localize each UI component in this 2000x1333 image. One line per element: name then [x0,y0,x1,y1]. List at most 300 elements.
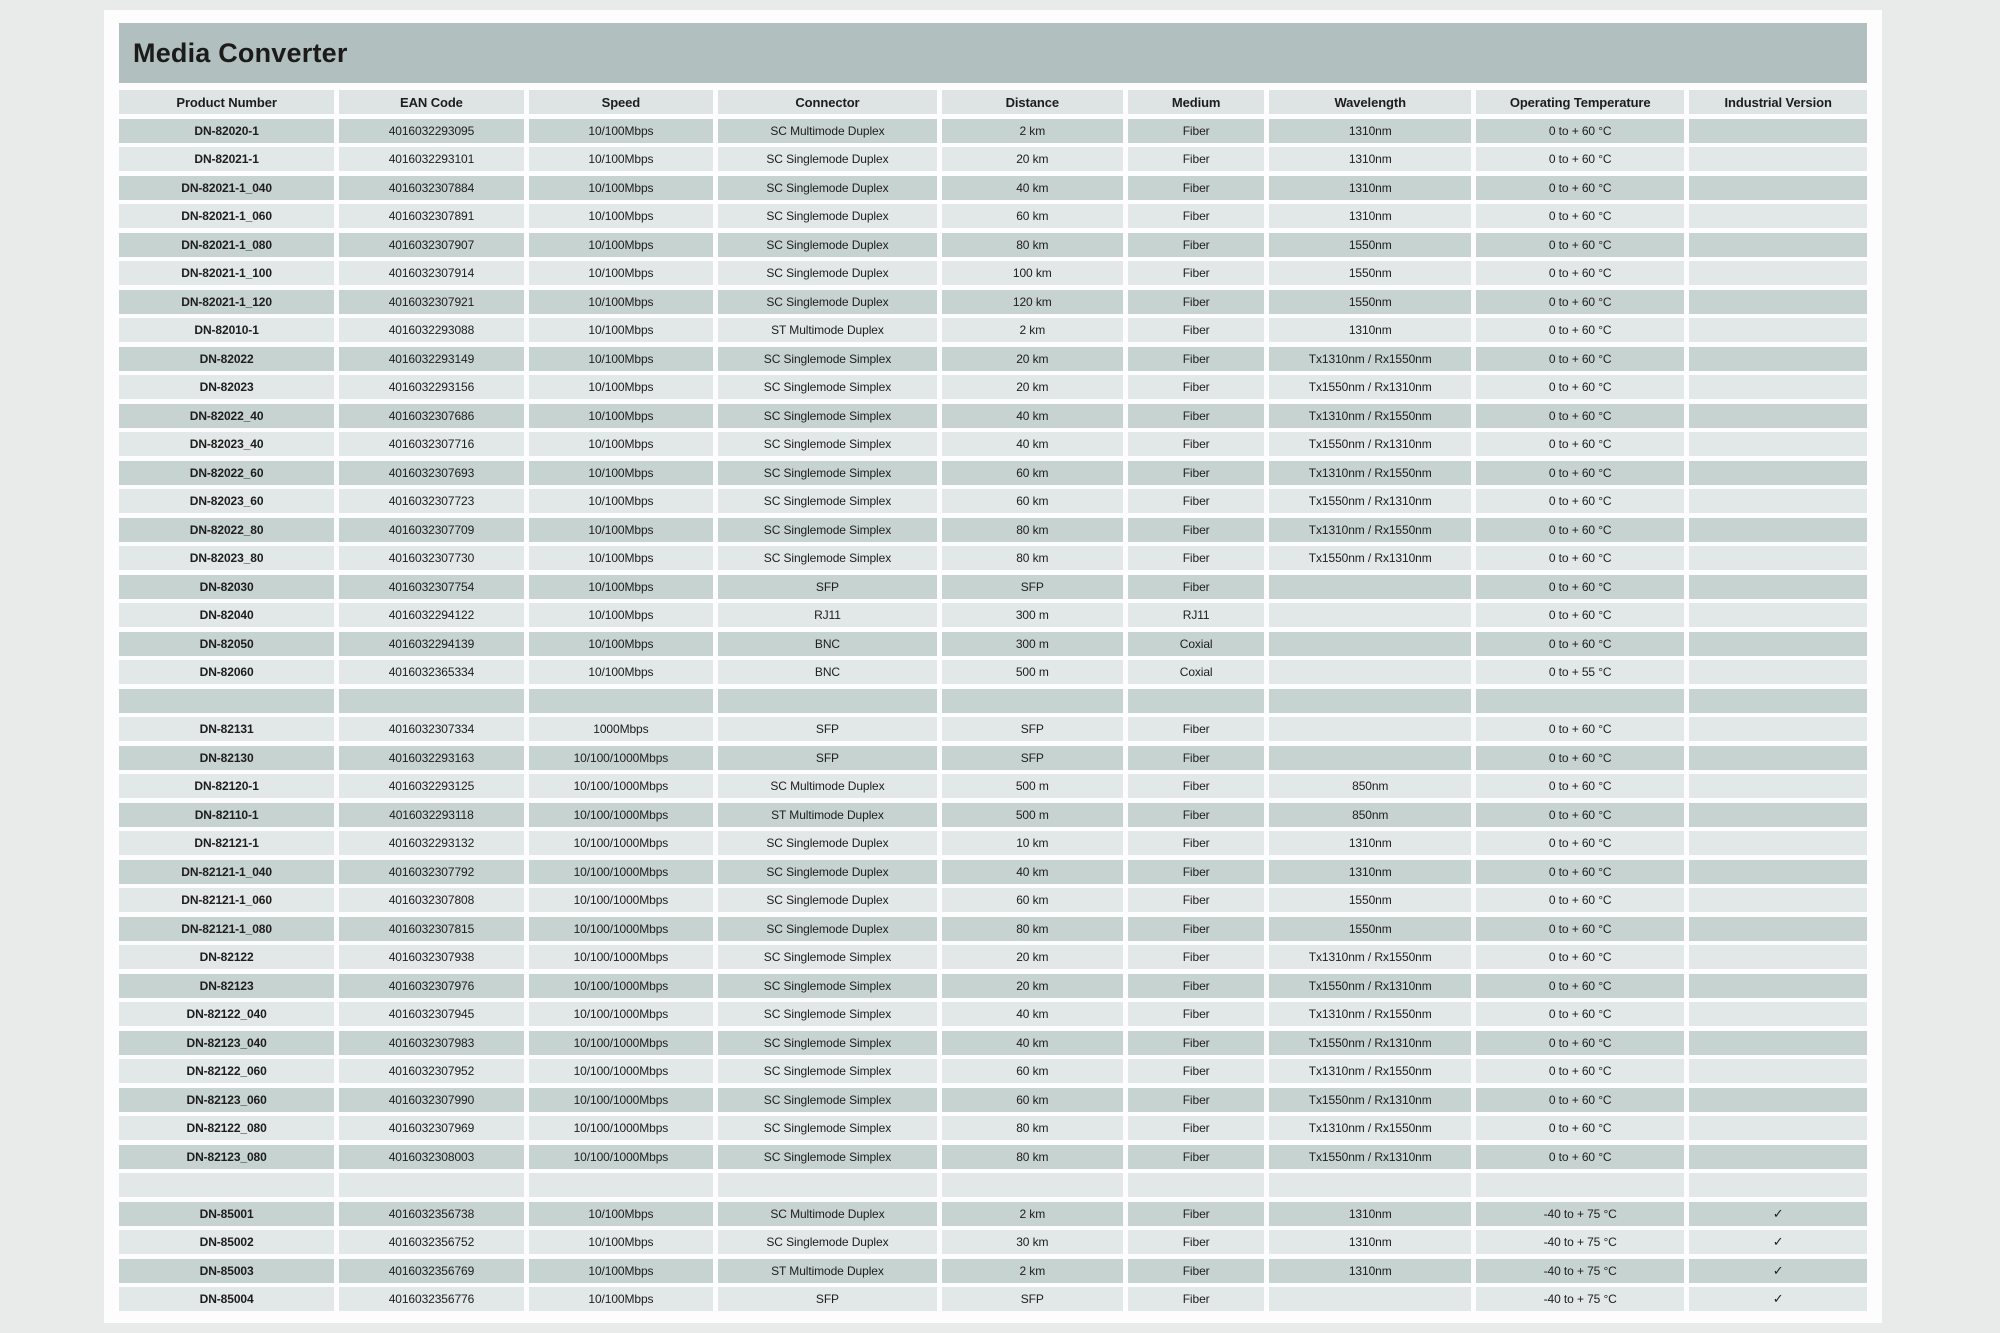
cell-medium: Fiber [1128,1031,1265,1055]
cell-product-number: DN-82130 [119,746,334,770]
cell-connector: SFP [718,746,937,770]
cell-ean-code: 4016032307945 [339,1002,523,1026]
cell-distance: 80 km [942,233,1123,257]
cell-industrial-version [1689,375,1867,399]
cell-product-number: DN-82021-1 [119,147,334,171]
table-row [119,546,1867,570]
cell-product-number: DN-82123_060 [119,1088,334,1112]
column-header-wavelength: Wavelength [1269,90,1471,114]
cell-product-number: DN-82131 [119,717,334,741]
cell-operating-temperature: 0 to + 60 °C [1476,318,1684,342]
cell-wavelength [1269,660,1471,684]
cell-operating-temperature: 0 to + 60 °C [1476,860,1684,884]
table-row [119,1088,1867,1112]
cell-wavelength: Tx1310nm / Rx1550nm [1269,404,1471,428]
cell-speed [529,689,713,713]
cell-industrial-version [1689,347,1867,371]
cell-connector: SC Singlemode Simplex [718,1059,937,1083]
cell-medium: Fiber [1128,176,1265,200]
cell-industrial-version [1689,1173,1867,1197]
cell-distance: 2 km [942,119,1123,143]
cell-ean-code: 4016032307686 [339,404,523,428]
cell-medium: Fiber [1128,261,1265,285]
cell-connector: SC Singlemode Duplex [718,233,937,257]
table-row [119,432,1867,456]
cell-wavelength: 1310nm [1269,1259,1471,1283]
cell-operating-temperature: 0 to + 60 °C [1476,432,1684,456]
cell-ean-code: 4016032356738 [339,1202,523,1226]
cell-distance: 80 km [942,917,1123,941]
cell-ean-code: 4016032307792 [339,860,523,884]
cell-product-number: DN-82022_40 [119,404,334,428]
cell-operating-temperature [1476,1173,1684,1197]
cell-ean-code: 4016032307730 [339,546,523,570]
table-row-spacer [119,1173,1867,1197]
cell-ean-code: 4016032307693 [339,461,523,485]
cell-distance: 80 km [942,1116,1123,1140]
cell-medium: Fiber [1128,717,1265,741]
cell-operating-temperature: 0 to + 60 °C [1476,233,1684,257]
cell-product-number: DN-82121-1_060 [119,888,334,912]
cell-speed: 10/100Mbps [529,347,713,371]
cell-operating-temperature: 0 to + 60 °C [1476,888,1684,912]
cell-speed: 10/100Mbps [529,147,713,171]
cell-product-number: DN-82030 [119,575,334,599]
cell-ean-code: 4016032307983 [339,1031,523,1055]
cell-industrial-version [1689,1031,1867,1055]
cell-industrial-version [1689,603,1867,627]
cell-ean-code: 4016032356769 [339,1259,523,1283]
column-header-industrial-version: Industrial Version [1689,90,1867,114]
cell-product-number: DN-85003 [119,1259,334,1283]
cell-speed: 10/100Mbps [529,632,713,656]
table-row [119,746,1867,770]
cell-product-number: DN-82040 [119,603,334,627]
table-row [119,404,1867,428]
column-header-ean-code: EAN Code [339,90,523,114]
cell-wavelength: 1550nm [1269,917,1471,941]
column-header-medium: Medium [1128,90,1265,114]
cell-speed: 10/100Mbps [529,603,713,627]
cell-medium: Fiber [1128,1002,1265,1026]
cell-operating-temperature [1476,689,1684,713]
cell-speed: 10/100/1000Mbps [529,917,713,941]
table-row [119,660,1867,684]
cell-medium: Coxial [1128,660,1265,684]
cell-ean-code: 4016032307884 [339,176,523,200]
cell-medium: Fiber [1128,746,1265,770]
cell-connector: SC Singlemode Duplex [718,860,937,884]
table-row [119,119,1867,143]
cell-speed: 10/100Mbps [529,1230,713,1254]
cell-industrial-version [1689,176,1867,200]
cell-ean-code: 4016032294122 [339,603,523,627]
cell-industrial-version [1689,660,1867,684]
cell-distance: 20 km [942,147,1123,171]
cell-medium: Fiber [1128,546,1265,570]
cell-product-number: DN-82122_060 [119,1059,334,1083]
cell-wavelength: 1310nm [1269,147,1471,171]
cell-distance: 30 km [942,1230,1123,1254]
check-icon: ✓ [1689,1259,1867,1283]
table-row [119,1116,1867,1140]
cell-speed: 10/100/1000Mbps [529,1088,713,1112]
cell-wavelength: Tx1310nm / Rx1550nm [1269,1116,1471,1140]
cell-medium: Fiber [1128,290,1265,314]
cell-connector: SC Singlemode Duplex [718,831,937,855]
cell-wavelength: Tx1550nm / Rx1310nm [1269,974,1471,998]
cell-distance: 100 km [942,261,1123,285]
cell-connector: BNC [718,632,937,656]
cell-medium: Fiber [1128,375,1265,399]
cell-product-number: DN-82122_040 [119,1002,334,1026]
cell-operating-temperature: 0 to + 60 °C [1476,831,1684,855]
column-header-operating-temperature: Operating Temperature [1476,90,1684,114]
cell-operating-temperature: 0 to + 60 °C [1476,404,1684,428]
cell-speed: 10/100Mbps [529,204,713,228]
cell-speed: 10/100Mbps [529,660,713,684]
cell-connector: SC Singlemode Simplex [718,945,937,969]
cell-distance: 20 km [942,945,1123,969]
cell-medium: Fiber [1128,518,1265,542]
cell-ean-code: 4016032307716 [339,432,523,456]
cell-wavelength: 1310nm [1269,831,1471,855]
table-row [119,1002,1867,1026]
cell-connector: SC Singlemode Duplex [718,204,937,228]
table-row [119,261,1867,285]
cell-operating-temperature: 0 to + 60 °C [1476,375,1684,399]
cell-product-number: DN-82023_80 [119,546,334,570]
cell-product-number: DN-82021-1_080 [119,233,334,257]
cell-industrial-version [1689,518,1867,542]
column-header-distance: Distance [942,90,1123,114]
cell-operating-temperature: 0 to + 55 °C [1476,660,1684,684]
cell-distance: 500 m [942,774,1123,798]
cell-distance: 40 km [942,1031,1123,1055]
cell-distance: 40 km [942,176,1123,200]
table-row [119,489,1867,513]
cell-industrial-version [1689,261,1867,285]
table-row [119,1259,1867,1283]
cell-ean-code: 4016032307709 [339,518,523,542]
cell-industrial-version [1689,1059,1867,1083]
cell-industrial-version [1689,831,1867,855]
cell-operating-temperature: 0 to + 60 °C [1476,461,1684,485]
cell-connector: SC Singlemode Simplex [718,347,937,371]
cell-wavelength: 1310nm [1269,1230,1471,1254]
cell-connector: SC Singlemode Duplex [718,888,937,912]
cell-ean-code: 4016032293101 [339,147,523,171]
cell-wavelength [1269,632,1471,656]
cell-industrial-version [1689,803,1867,827]
cell-speed: 10/100Mbps [529,518,713,542]
cell-industrial-version [1689,1088,1867,1112]
cell-speed: 10/100/1000Mbps [529,1031,713,1055]
cell-product-number: DN-82120-1 [119,774,334,798]
cell-ean-code: 4016032308003 [339,1145,523,1169]
cell-connector: SC Singlemode Duplex [718,1230,937,1254]
cell-ean-code: 4016032293156 [339,375,523,399]
cell-medium: Fiber [1128,917,1265,941]
cell-operating-temperature: 0 to + 60 °C [1476,119,1684,143]
cell-industrial-version [1689,860,1867,884]
cell-operating-temperature: 0 to + 60 °C [1476,204,1684,228]
cell-wavelength: Tx1310nm / Rx1550nm [1269,461,1471,485]
table-row [119,774,1867,798]
cell-wavelength: 1310nm [1269,119,1471,143]
cell-wavelength: 1310nm [1269,1202,1471,1226]
cell-operating-temperature: 0 to + 60 °C [1476,803,1684,827]
cell-operating-temperature: 0 to + 60 °C [1476,632,1684,656]
cell-product-number: DN-82121-1_080 [119,917,334,941]
cell-ean-code: 4016032356776 [339,1287,523,1311]
cell-product-number: DN-82020-1 [119,119,334,143]
cell-medium: Fiber [1128,432,1265,456]
cell-ean-code: 4016032307891 [339,204,523,228]
column-header-connector: Connector [718,90,937,114]
cell-product-number: DN-82121-1 [119,831,334,855]
cell-medium: Fiber [1128,489,1265,513]
cell-distance: 500 m [942,660,1123,684]
cell-wavelength: Tx1310nm / Rx1550nm [1269,945,1471,969]
cell-operating-temperature: 0 to + 60 °C [1476,1088,1684,1112]
cell-product-number: DN-82022_80 [119,518,334,542]
table-row [119,717,1867,741]
cell-connector: SC Singlemode Simplex [718,1088,937,1112]
cell-wavelength [1269,575,1471,599]
cell-medium: Fiber [1128,888,1265,912]
cell-operating-temperature: -40 to + 75 °C [1476,1230,1684,1254]
cell-distance: SFP [942,717,1123,741]
cell-ean-code: 4016032307808 [339,888,523,912]
cell-connector [718,1173,937,1197]
cell-industrial-version [1689,489,1867,513]
cell-industrial-version [1689,974,1867,998]
cell-ean-code: 4016032307754 [339,575,523,599]
cell-operating-temperature: -40 to + 75 °C [1476,1287,1684,1311]
cell-distance: 120 km [942,290,1123,314]
cell-industrial-version [1689,290,1867,314]
cell-medium: Fiber [1128,119,1265,143]
cell-speed: 10/100Mbps [529,119,713,143]
cell-connector: SC Singlemode Simplex [718,404,937,428]
cell-connector: RJ11 [718,603,937,627]
cell-wavelength: 1550nm [1269,290,1471,314]
cell-distance: 80 km [942,1145,1123,1169]
cell-speed: 10/100Mbps [529,461,713,485]
cell-connector: SC Singlemode Simplex [718,546,937,570]
cell-connector: SC Singlemode Simplex [718,518,937,542]
cell-medium: Fiber [1128,1145,1265,1169]
cell-operating-temperature: 0 to + 60 °C [1476,546,1684,570]
cell-industrial-version [1689,774,1867,798]
cell-medium: Fiber [1128,1116,1265,1140]
table-row [119,1202,1867,1226]
cell-speed: 10/100/1000Mbps [529,1002,713,1026]
cell-ean-code: 4016032294139 [339,632,523,656]
cell-medium: Fiber [1128,974,1265,998]
cell-ean-code: 4016032293163 [339,746,523,770]
cell-ean-code: 4016032307723 [339,489,523,513]
cell-distance: SFP [942,1287,1123,1311]
cell-connector: SC Singlemode Simplex [718,1145,937,1169]
cell-industrial-version [1689,945,1867,969]
cell-operating-temperature: 0 to + 60 °C [1476,603,1684,627]
cell-ean-code [339,689,523,713]
cell-medium: Fiber [1128,233,1265,257]
cell-product-number: DN-82022 [119,347,334,371]
cell-operating-temperature: 0 to + 60 °C [1476,575,1684,599]
cell-speed: 10/100Mbps [529,489,713,513]
cell-distance: 80 km [942,518,1123,542]
cell-distance [942,689,1123,713]
cell-distance: 60 km [942,1059,1123,1083]
cell-connector: SC Singlemode Simplex [718,461,937,485]
cell-distance: 20 km [942,375,1123,399]
cell-medium: Fiber [1128,1059,1265,1083]
cell-operating-temperature: -40 to + 75 °C [1476,1259,1684,1283]
cell-product-number: DN-82023 [119,375,334,399]
table-row [119,347,1867,371]
cell-speed: 1000Mbps [529,717,713,741]
cell-connector: SC Singlemode Duplex [718,917,937,941]
cell-product-number: DN-85002 [119,1230,334,1254]
cell-speed: 10/100/1000Mbps [529,1116,713,1140]
cell-distance: 60 km [942,1088,1123,1112]
check-icon: ✓ [1689,1287,1867,1311]
cell-wavelength [1269,1287,1471,1311]
cell-product-number: DN-82110-1 [119,803,334,827]
cell-speed: 10/100Mbps [529,432,713,456]
cell-industrial-version [1689,119,1867,143]
cell-product-number: DN-82123_080 [119,1145,334,1169]
cell-distance [942,1173,1123,1197]
cell-distance: 10 km [942,831,1123,855]
cell-connector: ST Multimode Duplex [718,1259,937,1283]
cell-distance: 20 km [942,347,1123,371]
cell-wavelength: Tx1550nm / Rx1310nm [1269,1145,1471,1169]
cell-ean-code: 4016032293132 [339,831,523,855]
table-row [119,888,1867,912]
cell-operating-temperature: 0 to + 60 °C [1476,1059,1684,1083]
cell-connector: SC Singlemode Simplex [718,489,937,513]
cell-operating-temperature: 0 to + 60 °C [1476,1116,1684,1140]
cell-medium: RJ11 [1128,603,1265,627]
cell-operating-temperature: 0 to + 60 °C [1476,917,1684,941]
cell-speed: 10/100/1000Mbps [529,831,713,855]
cell-speed: 10/100Mbps [529,375,713,399]
cell-wavelength: Tx1310nm / Rx1550nm [1269,518,1471,542]
table-body [119,119,1867,1312]
cell-ean-code: 4016032365334 [339,660,523,684]
cell-wavelength: Tx1550nm / Rx1310nm [1269,1088,1471,1112]
cell-operating-temperature: 0 to + 60 °C [1476,147,1684,171]
table-row [119,1031,1867,1055]
cell-speed: 10/100Mbps [529,546,713,570]
cell-connector: SC Singlemode Simplex [718,375,937,399]
cell-speed: 10/100/1000Mbps [529,774,713,798]
cell-distance: 300 m [942,632,1123,656]
table-header-row [119,90,1867,114]
cell-medium: Fiber [1128,860,1265,884]
cell-medium: Fiber [1128,461,1265,485]
cell-industrial-version [1689,632,1867,656]
cell-product-number: DN-82022_60 [119,461,334,485]
cell-distance: SFP [942,575,1123,599]
cell-ean-code: 4016032293149 [339,347,523,371]
cell-medium: Fiber [1128,318,1265,342]
cell-ean-code: 4016032307914 [339,261,523,285]
column-header-product-number: Product Number [119,90,334,114]
cell-product-number: DN-82122 [119,945,334,969]
cell-industrial-version [1689,318,1867,342]
cell-industrial-version [1689,204,1867,228]
table-row [119,803,1867,827]
cell-product-number: DN-82123 [119,974,334,998]
cell-connector: SC Singlemode Duplex [718,261,937,285]
cell-medium [1128,1173,1265,1197]
cell-distance: 40 km [942,1002,1123,1026]
cell-product-number: DN-82060 [119,660,334,684]
cell-product-number: DN-85004 [119,1287,334,1311]
cell-medium: Fiber [1128,1230,1265,1254]
cell-medium: Fiber [1128,204,1265,228]
cell-wavelength [1269,689,1471,713]
cell-speed: 10/100/1000Mbps [529,945,713,969]
cell-industrial-version [1689,546,1867,570]
cell-operating-temperature: 0 to + 60 °C [1476,1002,1684,1026]
cell-medium: Fiber [1128,575,1265,599]
cell-ean-code: 4016032307334 [339,717,523,741]
cell-speed: 10/100Mbps [529,1259,713,1283]
table-row-spacer [119,689,1867,713]
cell-connector: SC Multimode Duplex [718,774,937,798]
cell-speed: 10/100Mbps [529,404,713,428]
cell-medium: Fiber [1128,1287,1265,1311]
cell-wavelength: Tx1550nm / Rx1310nm [1269,489,1471,513]
cell-medium: Fiber [1128,147,1265,171]
cell-medium: Coxial [1128,632,1265,656]
table-row [119,318,1867,342]
cell-speed: 10/100Mbps [529,318,713,342]
cell-wavelength: 1310nm [1269,860,1471,884]
cell-industrial-version [1689,1145,1867,1169]
table-row [119,1230,1867,1254]
cell-product-number: DN-82121-1_040 [119,860,334,884]
cell-medium: Fiber [1128,774,1265,798]
cell-wavelength: Tx1550nm / Rx1310nm [1269,432,1471,456]
table-row [119,603,1867,627]
cell-operating-temperature: 0 to + 60 °C [1476,489,1684,513]
cell-wavelength: Tx1310nm / Rx1550nm [1269,1059,1471,1083]
cell-wavelength: 850nm [1269,774,1471,798]
cell-speed: 10/100Mbps [529,1287,713,1311]
table-row [119,831,1867,855]
cell-distance: 40 km [942,404,1123,428]
table-row [119,176,1867,200]
cell-industrial-version [1689,746,1867,770]
cell-distance: SFP [942,746,1123,770]
cell-speed: 10/100Mbps [529,290,713,314]
table-row [119,860,1867,884]
cell-connector: SC Singlemode Simplex [718,1031,937,1055]
cell-connector: SC Singlemode Duplex [718,290,937,314]
cell-ean-code: 4016032293088 [339,318,523,342]
cell-wavelength: Tx1310nm / Rx1550nm [1269,1002,1471,1026]
cell-ean-code: 4016032293095 [339,119,523,143]
cell-connector [718,689,937,713]
cell-operating-temperature: 0 to + 60 °C [1476,717,1684,741]
